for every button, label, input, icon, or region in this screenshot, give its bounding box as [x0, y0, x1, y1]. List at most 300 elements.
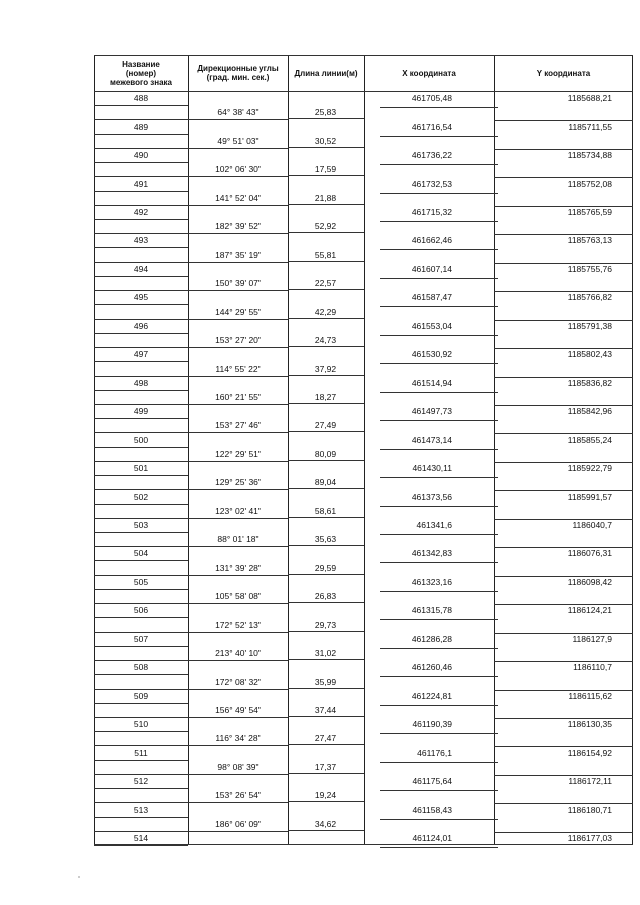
point-x: 461497,73	[411, 406, 452, 417]
point-x: 461607,14	[411, 263, 452, 274]
segment-angle: 160° 21' 55"	[215, 391, 261, 402]
segment-length: 29,59	[314, 562, 337, 573]
point-underline	[94, 560, 188, 561]
point-y: 1185752,08	[567, 178, 612, 189]
row-rule	[94, 262, 188, 263]
segment-angle: 156° 49' 54"	[215, 704, 261, 715]
point-underline	[94, 674, 188, 675]
angle-underline	[188, 802, 288, 803]
point-name: 488	[133, 93, 149, 104]
angle-underline	[188, 632, 288, 633]
point-y: 1186127,9	[572, 633, 612, 644]
segment-length: 25,83	[314, 107, 337, 118]
segment-angle: 182° 39' 52"	[215, 221, 261, 232]
row-rule	[94, 176, 188, 177]
segment-length: 55,81	[314, 249, 337, 260]
point-name: 512	[133, 776, 149, 787]
angle-underline	[188, 575, 288, 576]
point-y: 1185755,76	[567, 263, 612, 274]
segment-length: 37,92	[314, 363, 337, 374]
y-underline	[494, 547, 633, 548]
point-x: 461715,32	[411, 207, 452, 218]
point-x: 461373,56	[411, 491, 452, 502]
length-underline	[288, 460, 364, 461]
row-rule	[94, 148, 188, 149]
length-underline	[288, 118, 364, 119]
segment-length: 42,29	[314, 306, 337, 317]
scan-speck	[78, 876, 80, 878]
angle-underline	[188, 831, 288, 832]
point-y: 1186115,62	[568, 690, 612, 701]
segment-angle: 49° 51' 03"	[217, 135, 259, 146]
angle-underline	[188, 176, 288, 177]
point-name: 506	[133, 605, 149, 616]
length-underline	[288, 175, 364, 176]
point-x: 461124,01	[412, 833, 452, 843]
segment-angle: 186° 06' 09"	[215, 818, 261, 829]
point-x: 461705,48	[411, 93, 452, 104]
point-x: 461175,64	[412, 776, 452, 787]
point-x: 461736,22	[411, 150, 452, 161]
angle-underline	[188, 290, 288, 291]
y-underline	[494, 690, 633, 691]
point-x: 461190,39	[412, 719, 452, 730]
point-name: 509	[133, 690, 149, 701]
length-underline	[288, 346, 364, 347]
segment-angle: 172° 08' 32"	[215, 676, 261, 687]
y-underline	[494, 519, 633, 520]
y-underline	[494, 832, 633, 833]
length-underline	[288, 147, 364, 148]
segment-angle: 131° 39' 28"	[215, 562, 261, 573]
row-rule	[94, 774, 188, 775]
angle-underline	[188, 489, 288, 490]
point-underline	[94, 532, 188, 533]
y-underline	[494, 177, 633, 178]
segment-length: 34,62	[314, 818, 337, 829]
coord-underline	[380, 193, 498, 194]
row-rule	[94, 831, 188, 832]
point-name: 502	[133, 491, 149, 502]
coord-underline	[380, 477, 498, 478]
segment-angle: 150° 39' 07"	[215, 278, 261, 289]
coord-underline	[380, 306, 498, 307]
y-underline	[494, 320, 633, 321]
point-y: 1186124,21	[567, 605, 612, 616]
point-x: 461732,53	[411, 178, 452, 189]
segment-length: 26,83	[314, 591, 337, 602]
point-underline	[94, 105, 188, 106]
segment-length: 19,24	[314, 790, 337, 801]
segment-angle: 122° 29' 51"	[215, 448, 261, 459]
point-name: 503	[133, 520, 149, 531]
segment-length: 89,04	[314, 477, 337, 488]
segment-length: 22,57	[314, 278, 337, 289]
point-underline	[94, 134, 188, 135]
length-underline	[288, 773, 364, 774]
coord-underline	[380, 705, 498, 706]
segment-angle: 141° 52' 04"	[215, 192, 261, 203]
point-underline	[94, 418, 188, 419]
coord-underline	[380, 136, 498, 137]
row-rule	[94, 689, 188, 690]
point-underline	[94, 219, 188, 220]
length-underline	[288, 574, 364, 575]
y-underline	[494, 348, 633, 349]
segment-angle: 172° 52' 13"	[215, 619, 261, 630]
coord-underline	[380, 420, 498, 421]
segment-angle: 213° 40' 10"	[215, 648, 261, 659]
length-underline	[288, 830, 364, 831]
point-y: 1186172,11	[568, 776, 612, 787]
row-rule	[94, 119, 188, 120]
y-underline	[494, 462, 633, 463]
coord-underline	[380, 562, 498, 563]
coord-underline	[380, 762, 498, 763]
angle-underline	[188, 347, 288, 348]
y-underline	[494, 803, 633, 804]
row-rule	[94, 632, 188, 633]
angle-underline	[188, 404, 288, 405]
segment-length: 31,02	[314, 648, 337, 659]
length-underline	[288, 318, 364, 319]
y-underline	[494, 377, 633, 378]
point-y: 1185688,21	[567, 93, 612, 104]
angle-underline	[188, 233, 288, 234]
point-underline	[94, 475, 188, 476]
point-x: 461260,46	[411, 662, 452, 673]
angle-underline	[188, 262, 288, 263]
angle-underline	[188, 689, 288, 690]
coord-underline	[380, 392, 498, 393]
point-underline	[94, 703, 188, 704]
point-y: 1185791,38	[567, 320, 612, 331]
point-x: 461430,11	[412, 463, 452, 474]
point-x: 461530,92	[411, 349, 452, 360]
coord-underline	[380, 733, 498, 734]
row-rule	[94, 376, 188, 377]
point-name: 511	[134, 747, 148, 758]
point-x: 461341,6	[416, 520, 452, 531]
y-underline	[494, 149, 633, 150]
angle-underline	[188, 745, 288, 746]
length-underline	[288, 403, 364, 404]
angle-underline	[188, 603, 288, 604]
point-underline	[94, 361, 188, 362]
point-underline	[94, 760, 188, 761]
point-y: 1186180,71	[567, 804, 612, 815]
length-underline	[288, 545, 364, 546]
y-underline	[494, 775, 633, 776]
point-name: 497	[133, 349, 149, 360]
angle-underline	[188, 432, 288, 433]
coord-underline	[380, 107, 498, 108]
point-x: 461587,47	[411, 292, 452, 303]
point-y: 1185855,24	[567, 434, 612, 445]
point-name: 505	[133, 576, 149, 587]
coord-underline	[380, 790, 498, 791]
y-underline	[494, 604, 633, 605]
row-rule	[94, 546, 188, 547]
point-underline	[94, 817, 188, 818]
point-y: 1185766,82	[567, 292, 612, 303]
segment-angle: 187° 35' 19"	[215, 249, 261, 260]
coord-underline	[380, 648, 498, 649]
row-rule	[94, 603, 188, 604]
column-divider	[632, 55, 633, 845]
segment-length: 18,27	[314, 391, 337, 402]
point-name: 496	[133, 320, 149, 331]
segment-angle: 129° 25' 36"	[215, 477, 261, 488]
row-rule	[94, 404, 188, 405]
point-y: 1186040,7	[572, 520, 612, 531]
row-rule	[94, 717, 188, 718]
segment-angle: 102° 06' 30"	[215, 164, 261, 175]
point-name: 514	[133, 833, 149, 843]
length-underline	[288, 517, 364, 518]
length-underline	[288, 488, 364, 489]
coord-underline	[380, 819, 498, 820]
length-underline	[288, 431, 364, 432]
point-y: 1185711,55	[568, 121, 612, 132]
angle-underline	[188, 205, 288, 206]
segment-angle: 153° 27' 20"	[215, 335, 261, 346]
point-y: 1185734,88	[567, 150, 612, 161]
segment-angle: 114° 55' 22"	[215, 363, 261, 374]
segment-angle: 144° 29' 55"	[215, 306, 261, 317]
coord-underline	[380, 164, 498, 165]
row-rule	[94, 205, 188, 206]
y-underline	[494, 206, 633, 207]
row-rule	[94, 290, 188, 291]
length-underline	[288, 289, 364, 290]
point-underline	[94, 247, 188, 248]
header-name: Название (номер) межевого знака	[109, 59, 173, 87]
segment-length: 58,61	[314, 505, 337, 516]
angle-underline	[188, 546, 288, 547]
angle-underline	[188, 319, 288, 320]
segment-angle: 88° 01' 18"	[217, 534, 259, 545]
length-underline	[288, 631, 364, 632]
point-name: 493	[133, 235, 149, 246]
point-y: 1186098,42	[567, 576, 612, 587]
point-name: 508	[133, 662, 149, 673]
y-underline	[494, 746, 633, 747]
length-underline	[288, 744, 364, 745]
point-name: 494	[133, 263, 149, 274]
point-underline	[94, 333, 188, 334]
coord-underline	[380, 363, 498, 364]
table-border-top	[94, 55, 633, 56]
angle-underline	[188, 461, 288, 462]
length-underline	[288, 204, 364, 205]
point-x: 461176,1	[417, 747, 452, 758]
y-underline	[494, 405, 633, 406]
angle-underline	[188, 660, 288, 661]
point-name: 507	[133, 633, 149, 644]
segment-angle: 123° 02' 41"	[215, 505, 261, 516]
row-rule	[94, 461, 188, 462]
point-y: 1185991,57	[567, 491, 612, 502]
segment-angle: 105° 58' 08"	[215, 591, 261, 602]
point-x: 461473,14	[411, 434, 452, 445]
header-divider	[94, 91, 633, 92]
point-x: 461514,94	[411, 377, 452, 388]
point-name: 510	[133, 719, 149, 730]
point-underline	[94, 589, 188, 590]
angle-underline	[188, 376, 288, 377]
point-y: 1186154,92	[567, 747, 612, 758]
point-y: 1185802,43	[567, 349, 612, 360]
segment-angle: 64° 38' 43"	[217, 107, 259, 118]
point-x: 461158,43	[412, 804, 452, 815]
point-y: 1186076,31	[567, 548, 612, 559]
header-x: X координата	[402, 68, 456, 78]
segment-angle: 116° 34' 28"	[215, 733, 261, 744]
point-name: 500	[133, 434, 149, 445]
row-rule	[94, 518, 188, 519]
header-y: Y координата	[536, 68, 591, 78]
point-name: 499	[133, 406, 149, 417]
point-name: 504	[133, 548, 149, 559]
length-underline	[288, 801, 364, 802]
point-underline	[94, 304, 188, 305]
coordinates-table	[94, 55, 633, 845]
y-underline	[494, 234, 633, 235]
point-y: 1186130,35	[567, 719, 612, 730]
point-name: 498	[133, 377, 149, 388]
segment-length: 24,73	[314, 335, 337, 346]
row-rule	[94, 802, 188, 803]
point-underline	[94, 731, 188, 732]
length-underline	[288, 716, 364, 717]
segment-length: 27,49	[314, 420, 337, 431]
coord-underline	[380, 534, 498, 535]
row-rule	[94, 233, 188, 234]
point-name: 489	[133, 121, 149, 132]
point-x: 461662,46	[411, 235, 452, 246]
length-underline	[288, 261, 364, 262]
angle-underline	[188, 119, 288, 120]
row-rule	[94, 745, 188, 746]
point-underline	[94, 276, 188, 277]
row-rule	[94, 319, 188, 320]
angle-underline	[188, 148, 288, 149]
point-x: 461342,83	[411, 548, 452, 559]
y-underline	[494, 633, 633, 634]
coord-underline	[380, 278, 498, 279]
length-underline	[288, 602, 364, 603]
segment-length: 35,63	[314, 534, 337, 545]
point-underline	[94, 788, 188, 789]
point-underline	[94, 617, 188, 618]
point-underline	[94, 191, 188, 192]
point-name: 501	[133, 463, 149, 474]
header-length: Длина линии(м)	[294, 68, 358, 78]
coord-underline	[380, 506, 498, 507]
point-x: 461286,28	[411, 633, 452, 644]
y-underline	[494, 433, 633, 434]
point-name: 491	[133, 178, 149, 189]
segment-length: 17,59	[314, 164, 337, 175]
coord-underline	[380, 619, 498, 620]
point-underline	[94, 390, 188, 391]
segment-length: 27,47	[314, 733, 337, 744]
coord-underline	[380, 449, 498, 450]
segment-length: 80,09	[314, 448, 337, 459]
segment-angle: 153° 27' 46"	[215, 420, 261, 431]
row-rule	[94, 347, 188, 348]
point-name: 492	[133, 207, 149, 218]
point-y: 1185765,59	[567, 207, 612, 218]
segment-length: 37,44	[314, 704, 337, 715]
y-underline	[494, 490, 633, 491]
segment-angle: 153° 26' 54"	[215, 790, 261, 801]
point-x: 461716,54	[411, 121, 452, 132]
segment-length: 35,99	[314, 676, 337, 687]
y-underline	[494, 291, 633, 292]
point-name: 513	[133, 804, 149, 815]
angle-underline	[188, 717, 288, 718]
coord-underline	[380, 249, 498, 250]
point-y: 1185842,96	[567, 406, 612, 417]
point-y: 1186110,7	[573, 662, 612, 673]
coord-underline	[380, 847, 498, 848]
point-underline	[94, 504, 188, 505]
y-underline	[494, 120, 633, 121]
row-rule	[94, 575, 188, 576]
y-underline	[494, 576, 633, 577]
point-x: 461315,78	[411, 605, 452, 616]
segment-length: 30,52	[314, 135, 337, 146]
point-x: 461553,04	[411, 320, 452, 331]
row-rule	[94, 489, 188, 490]
point-y: 1185763,13	[567, 235, 612, 246]
angle-underline	[188, 774, 288, 775]
coord-underline	[380, 221, 498, 222]
length-underline	[288, 659, 364, 660]
length-underline	[288, 232, 364, 233]
point-underline	[94, 162, 188, 163]
y-underline	[494, 718, 633, 719]
coord-underline	[380, 676, 498, 677]
point-x: 461224,81	[411, 690, 452, 701]
segment-length: 17,37	[314, 761, 337, 772]
point-name: 490	[133, 150, 149, 161]
point-x: 461323,16	[411, 576, 452, 587]
point-y: 1186177,03	[567, 833, 612, 843]
coord-underline	[380, 335, 498, 336]
segment-length: 29,73	[314, 619, 337, 630]
segment-angle: 98° 08' 39"	[217, 761, 259, 772]
point-y: 1185836,82	[567, 377, 612, 388]
header-angle: Дирекционные углы (град. мин. сек.)	[197, 64, 279, 82]
angle-underline	[188, 518, 288, 519]
coord-underline	[380, 591, 498, 592]
point-underline	[94, 646, 188, 647]
point-y: 1185922,79	[567, 463, 612, 474]
length-underline	[288, 688, 364, 689]
point-underline	[94, 845, 188, 846]
row-rule	[94, 660, 188, 661]
row-rule	[94, 432, 188, 433]
segment-length: 52,92	[314, 221, 337, 232]
y-underline	[494, 263, 633, 264]
length-underline	[288, 375, 364, 376]
y-underline	[494, 661, 633, 662]
point-underline	[94, 447, 188, 448]
segment-length: 21,88	[314, 192, 337, 203]
